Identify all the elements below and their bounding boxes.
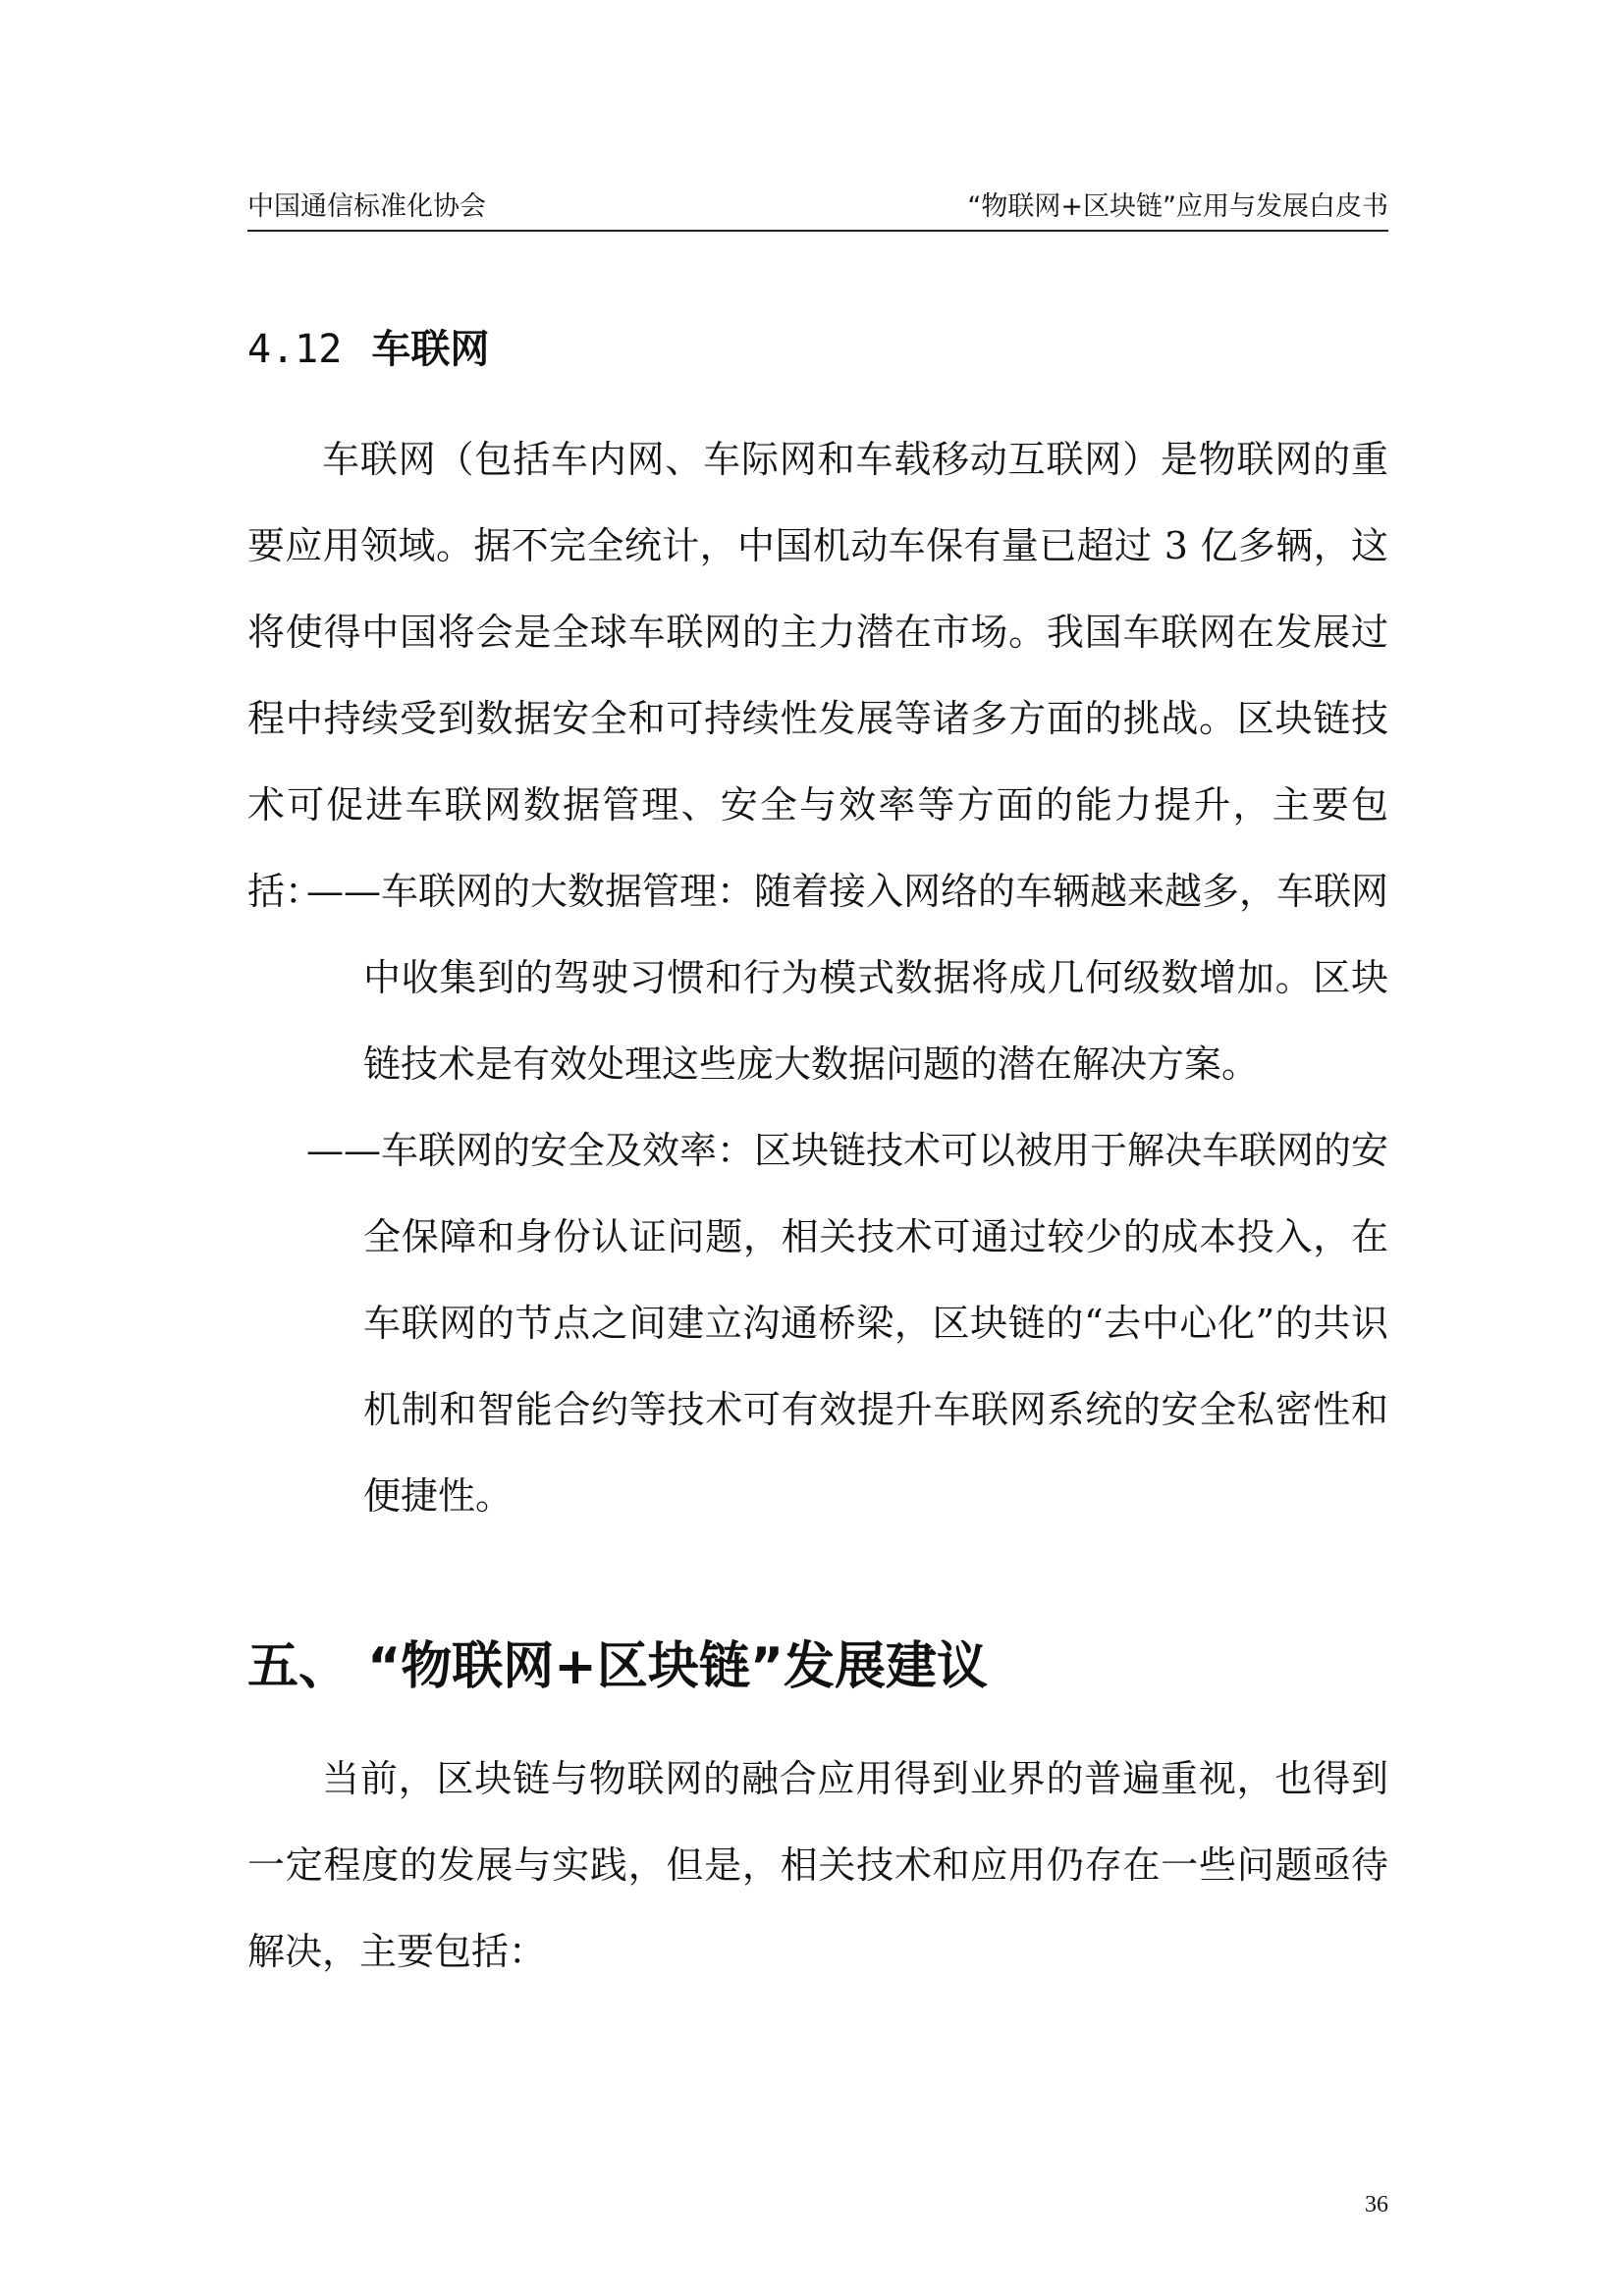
section-title: 车联网 xyxy=(371,327,490,372)
header-document-title: “物联网+区块链”应用与发展白皮书 xyxy=(967,191,1388,222)
page-number: 36 xyxy=(1365,2192,1388,2217)
section-number: 4.12 xyxy=(247,327,343,372)
section-heading xyxy=(247,326,489,373)
bullet-item-security: ——车联网的安全及效率：区块链技术可以被用于解决车联网的安全保障和身份认证问题，相关技术可通过较少的成本投入，在车联网的节点之间建立沟通桥梁，区块链的“去中心化”的共识机制和智能合约等技术可有效提升车联网系统的安全私密性和便捷性。 xyxy=(306,1129,1389,1518)
chapter-heading: 五、 “物联网+区块链”发展建议 xyxy=(247,1637,989,1696)
intro-paragraph: 车联网（包括车内网、车际网和车载移动互联网）是物联网的重要应用领域。据不完全统计，中国机动车保有量已超过 3 亿多辆，这将使得中国将会是全球车联网的主力潜在市场。我国车联网在发展过程中持续受到数据安全和可持续性发展等诸多方面的挑战。区块链技术可促进车联网数据管理、安全与效率等方面的能力提升，主要包括： xyxy=(247,438,1388,913)
current-paragraph: 当前，区块链与物联网的融合应用得到业界的普遍重视，也得到一定程度的发展与实践，但是，相关技术和应用仍存在一些问题亟待解决，主要包括： xyxy=(247,1757,1388,1973)
page-header xyxy=(247,192,1388,232)
bullet-item-big-data: ——车联网的大数据管理：随着接入网络的车辆越来越多，车联网中收集到的驾驶习惯和行为模式数据将成几何级数增加。区块链技术是有效处理这些庞大数据问题的潜在解决方案。 xyxy=(306,870,1389,1086)
header-organization: 中国通信标准化协会 xyxy=(247,191,486,222)
